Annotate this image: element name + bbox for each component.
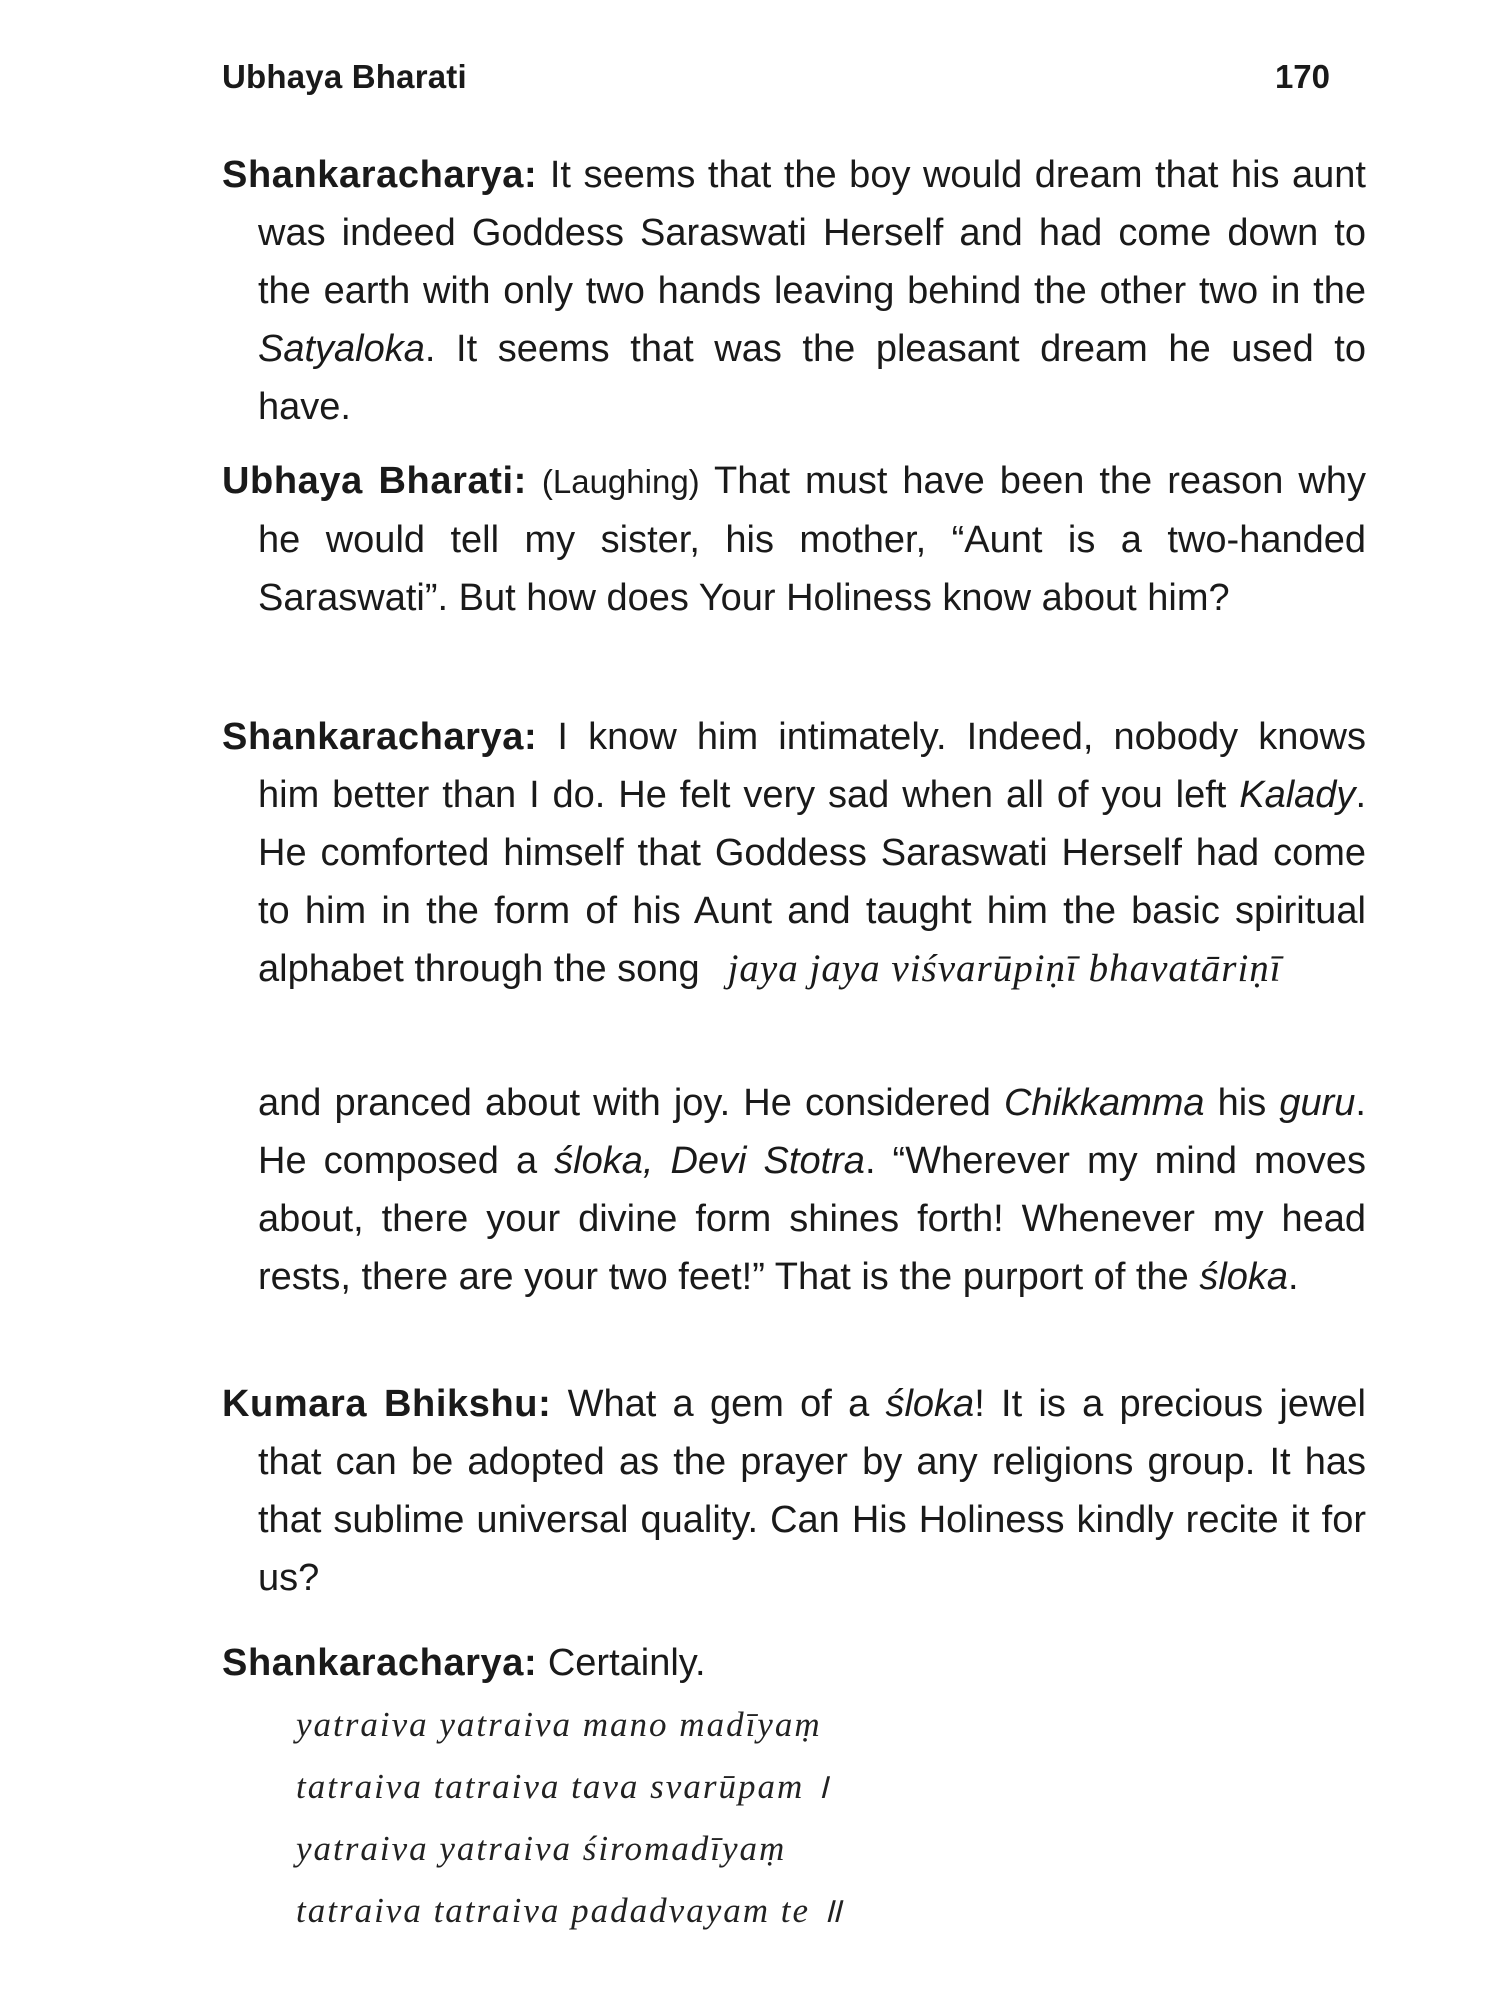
dialogue-paragraph xyxy=(222,452,1366,627)
verse-line: yatraiva yatraiva śiromadīyaṃ xyxy=(296,1829,787,1868)
speaker-name: Shankaracharya: xyxy=(222,154,538,196)
dialogue-paragraph xyxy=(222,708,1366,998)
italic-term: Satyaloka xyxy=(258,328,425,370)
verse-line: tatraiva tatraiva tava svarūpam । xyxy=(296,1767,831,1806)
dialogue-paragraph xyxy=(222,146,1366,436)
speech-text: That must have been the reason why he would tell my sister, his mother, “Aunt is a two-handed Saraswati”. But how does Your Holiness know about him? xyxy=(258,460,1366,619)
page-number: 170 xyxy=(1274,58,1330,95)
speech-text: and pranced about with joy. He considered xyxy=(258,1082,1004,1124)
sanskrit-verse xyxy=(296,1694,844,1942)
italic-term: Kalady xyxy=(1239,774,1356,816)
italic-term: Chikkamma xyxy=(1003,1082,1205,1124)
speaker-name: Shankaracharya: xyxy=(222,1642,538,1684)
speech-text: . It seems that was the pleasant dream he used to have. xyxy=(258,328,1366,428)
italic-term: śloka, Devi Stotra xyxy=(554,1140,865,1182)
dialogue-paragraph xyxy=(222,1634,1366,1692)
speaker-name: Ubhaya Bharati: xyxy=(222,460,527,502)
dialogue-paragraph xyxy=(222,1375,1366,1607)
italic-term: śloka xyxy=(1199,1256,1289,1298)
speech-text: . He composed a xyxy=(258,1082,1366,1182)
dialogue-continuation xyxy=(222,1074,1366,1306)
speaker-name: Kumara Bhikshu: xyxy=(222,1383,552,1425)
verse-line: tatraiva tatraiva padadvayam te ॥ xyxy=(296,1891,844,1930)
running-title: Ubhaya Bharati xyxy=(222,58,467,95)
stage-direction: (Laughing) xyxy=(541,463,700,500)
running-head xyxy=(222,58,1330,102)
italic-term: guru xyxy=(1279,1082,1356,1124)
transliterated-song: jaya jaya viśvarūpiṇī bhavatāriṇī xyxy=(727,947,1282,990)
speech-text: . “Wherever my mind moves about, there your divine form shines forth! Whenever my head rests, there are your two feet!” That is the purport of the xyxy=(258,1140,1366,1298)
italic-term: śloka xyxy=(885,1383,975,1425)
speech-text: I know him intimately. Indeed, nobody knows him better than I do. He felt very sad when all of you left xyxy=(258,716,1366,816)
speech-text: his xyxy=(1204,1082,1280,1124)
verse-line: yatraiva yatraiva mano madīyaṃ xyxy=(296,1705,822,1744)
speaker-name: Shankaracharya: xyxy=(222,716,538,758)
speech-text: . xyxy=(1288,1256,1299,1298)
speech-text: Certainly. xyxy=(547,1642,706,1684)
speech-text: It seems that the boy would dream that his aunt was indeed Goddess Saraswati Herself and had come down to the earth with only two hands leaving behind the other two in the xyxy=(258,154,1366,312)
speech-text: ! It is a precious jewel that can be adopted as the prayer by any religions group. It has that sublime universal quality. Can His Holiness kindly recite it for us? xyxy=(258,1383,1366,1599)
speech-text: . He comforted himself that Goddess Saraswati Herself had come to him in the form of his Aunt and taught him the basic spiritual alphabet through the song xyxy=(258,774,1366,990)
speech-text: What a gem of a xyxy=(567,1383,886,1425)
